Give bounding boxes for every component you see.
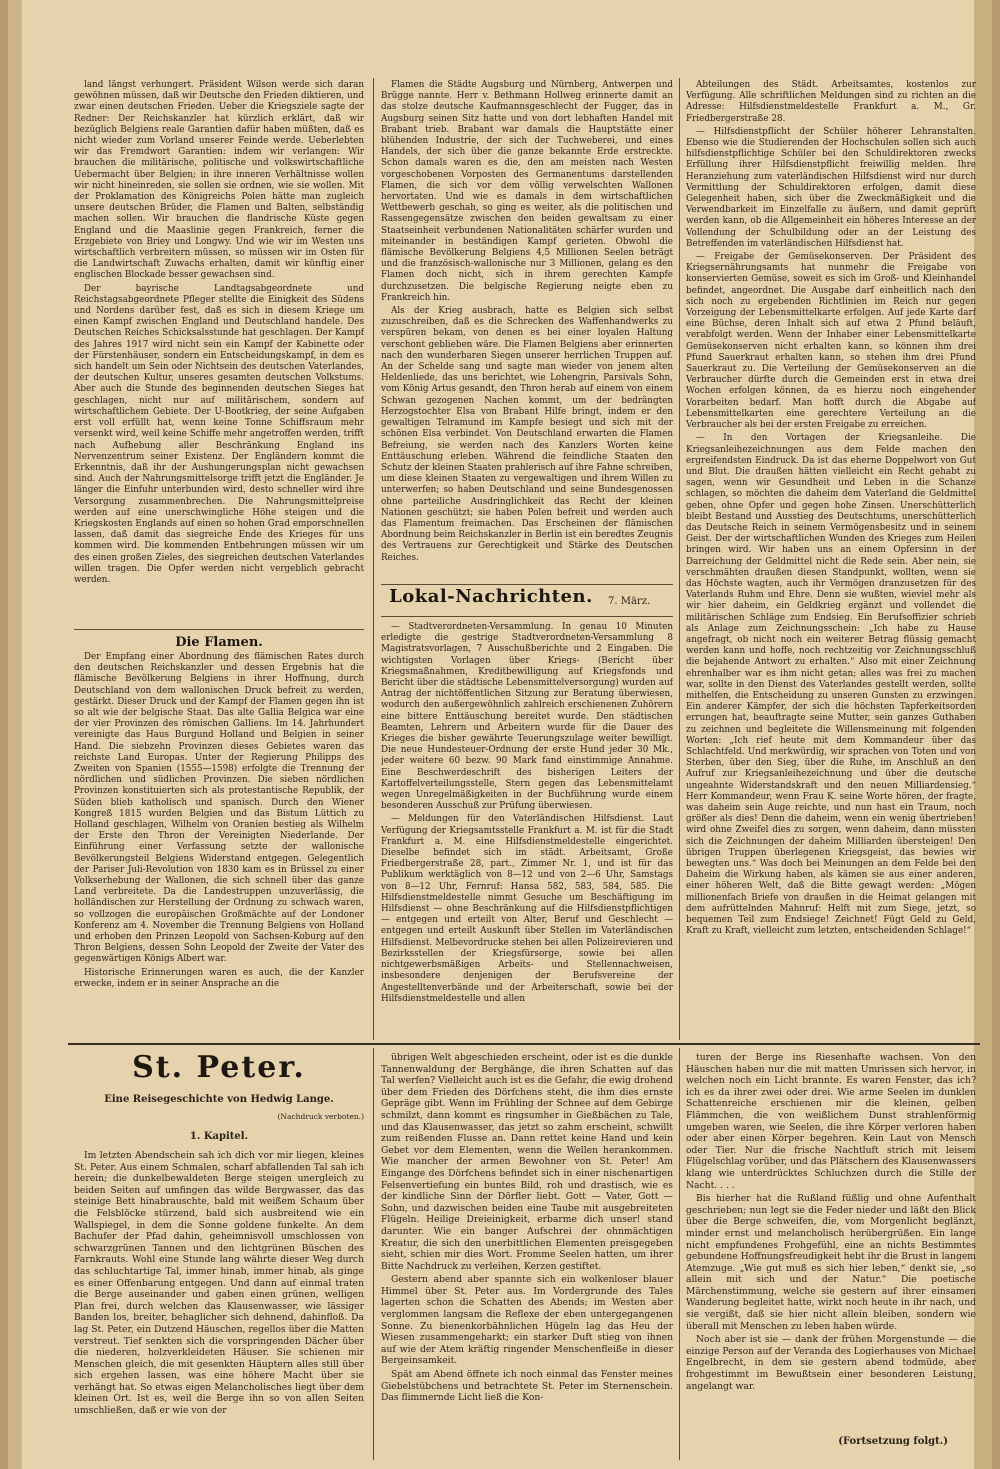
- paragraph: Historische Erinnerungen waren es auch, die der Kanzler erwecke, indem er in seiner Ansprache an die: [74, 967, 364, 989]
- paragraph: Flamen die Städte Augsburg und Nürnberg, Antwerpen und Brügge nannte. Herr v. Bethmann Hollweg erinnerte damit an das stolze deutsche Kaufmannsgeschlecht der Fugger, das in Augsburg seinen Sitz hatte und von dort lebhaften Handel mit Brabant trieb. Brabant war damals die Hauptstätte einer blühenden Industrie, der sich der Tuchweberei, und eines Handels, der sich über die ganze bekannte Erde erstreckte. Schon damals waren es die, den am meisten nach Westen vorgeschobenen Vorposten des Germanentums darstellenden Flamen, die sich vor dem völlig verwelschten Wallonen hervortaten. Und wie es damals in dem wirtschaftlichen Wettbewerb geschah, so ging es weiter, als die politischen und Rassengegensätze zwischen den beiden gewaltsam zu einer Staatseinheit verbundenen Nationalitäten schärfer wurden und miteinander in beständigen Kampf gerieten. Obwohl die flämische Bevölkerung Belgiens 4,5 Millionen Seelen beträgt und die französisch-wallonische nur 3 Millionen, gelang es den Flamen doch nicht, sich in ihrem gerechten Kampfe durchzusetzen. Die belgische Regierung neigte eben zu Frankreich hin.: [381, 80, 673, 303]
- story-column-1: [74, 1150, 364, 1460]
- paragraph: land längst verhungert. Präsident Wilson werde sich daran gewöhnen müssen, daß wir Deutsche den Frieden diktieren, und zwar einen deutschen Frieden. Ueber die Kriegsziele sagte der Redner: Der Reichskanzler hat kürzlich erklärt, daß wir bezüglich Belgiens reale Garantien dafür haben müßten, daß es nicht wieder zum Vorland unserer Feinde werde. Ueberlebten wir das Fremdwort Garantien: indem wir verlangen: Wir brauchen die militärische, politische und volkswirtschaftliche Uebermacht über Belgien; in ihre inneren Verhältnisse wollen wir nicht hineinreden, sie sollen sie ordnen, wie sie wollen. Mit der Proklamation des Königreichs Polen hätte man zugleich unsere deutschen Brüder, die Flamen und Balten, selbständig machen sollen. Wir brauchen die flandrische Küste gegen England und die Maaslinie gegen Frankreich, ferner die Erzgebiete von Briey und Longwy. Und wie wir im Westen uns wirtschaftlich verbreitern müssen, so müssen wir im Osten für die Landwirtschaft Zuwachs erhalten, damit wir künftig einer englischen Blockade besser gewachsen sind.: [74, 80, 364, 281]
- section-date: 7. März.: [608, 596, 651, 607]
- continuation-note: (Fortsetzung folgt.): [838, 1436, 948, 1447]
- section-rule: [381, 616, 673, 617]
- column-rule: [373, 1048, 374, 1460]
- story-column-3: [686, 1052, 976, 1432]
- article-column-2: [381, 80, 673, 582]
- lokal-nachrichten-heading: Lokal-Nachrichten.: [389, 586, 593, 607]
- paragraph: turen der Berge ins Riesenhafte wachsen. Von den Häuschen haben nur die mit matten Umrissen sich hervor, in welchen noch ein Licht brannte. Es waren Fenster, das ich? ich es da ihrer zwei oder drei. Wie arme Seelen im dunklen Schattenreiche erschienen mir die kleinen, gelben Flämmchen, die von weißlichem Dunst strahlenförmig umgeben waren, wie Seelen, die ihre Körper verloren haben oder aber einen Körper begehren. Kein Laut von Mensch oder Tier. Nur die frische Nachtluft strich mit leisem Flügelschlag vorüber, und das Plätschern des Klausenwassers klang wie unterdrücktes Schluchzen durch die Stille der Nacht. . . .: [686, 1052, 976, 1191]
- binding-edge: [8, 0, 22, 1469]
- paragraph: übrigen Welt abgeschieden erscheint, oder ist es die dunkle Tannenwaldung der Berghänge, die ihren Schatten auf das Tal werfen? Vielleicht auch ist es die Gefahr, die ewig drohend über dem Frieden des Dörfchens steht, die ihm dies ernste Gepräge gibt. Wenn im Frühling der Schnee auf dem Gebirge schmilzt, dann kommt es ringsumher in Gießbächen zu Tale, und das Klausenwasser, das jetzt so zahm erscheint, schwillt zum reißenden Flusse an. Dann rettet keine Hand und kein Gebet vor dem Elementen, wenn die Wellen herankommen. Wie mancher der armen Bewohner von St. Peter! Am Eingange des Dörfchens befindet sich in einer nischenartigen Felsenvertiefung ein buntes Bild, roh und drastisch, wie es der kindliche Sinn der Dörfler liebt. Gott — Vater, Gott — Sohn, und dazwischen beiden eine Taube mit ausgebreiteten Flügeln. Heilige Dreieinigkeit, erbarme dich unser! stand darunter. Wie ein banger Aufschrei der ohnmächtigen Kreatur, die sich den unerbittlichen Elementen preisgegeben sieht, schien mir dies Wort. Fromme Seelen hatten, um ihrer Bitte Nachdruck zu verleihen, Kerzen gestiftet.: [381, 1052, 673, 1272]
- feuilleton-divider: [68, 1043, 980, 1045]
- section-rule: [381, 584, 673, 585]
- paragraph: — In den Vortagen der Kriegsanleihe. Die Kriegsanleihezeichnungen aus dem Felde machen den ergreifendsten Eindruck. Da ist das eherne Doppelwort von Gut und Blut. Die draußen hätten vielleicht ein Recht gehabt zu sagen, wenn wir Gesundheit und Leben in die Schanze schlagen, so möchten die daheim dem Vaterland die Geldmittel geben, ohne Opfer und gegen hohe Zinsen. Unerschütterlich bleibt Bestand und Ausstieg des Deutschtums, unerschütterlich das Deutsche Reich in seinem Vermögensbesitz und in seinem Geist. Der der wirtschaftlichen Wunden des Krieges zum Heilen bringen wird. Wir haben uns an einem Opfersinn in der Darreichung der Geldmittel nicht die Rede sein. Aber nein, sie verschmähten draußen diesen Standpunkt, wollten, wenn sie das Höchste wagten, auch ihr Vermögen dranzusetzen für des Vaterlands Ruhm und Ehre. Denn sie wußten, wieviel mehr als wir hier daheim, ein Geldkrieg ergänzt und vollendet die militärischen Schläge zum Endsieg. Ein Berufsoffizier schrieb als Anlage zum Zeichnungsschein: „Ich habe zu Hause angefragt, ob nicht noch ein weiterer Betrag flüssig gemacht werden kann und hoffe, noch rechtzeitig vor Zeichnungsschluß die bejahende Antwort zu erhalten.“ Also mit einer Zeichnung ehrenhalber war es ihm nicht getan; alles was frei zu machen war, sollte in den Dienst des Vaterlandes gestellt werden, sollte mithelfen, die Entscheidung zu unseren Gunsten zu erzwingen. Ein anderer Kämpfer, der sich die höchsten Tapferkeitsorden errungen hat, beauftragte seine Mutter, sein ganzes Guthaben zu zeichnen und begleitete die Willensmeinung mit folgenden Worten: „Ich rief heute mit dem Kommandeur über das Schlachtfeld. Und merkwürdig, wir sprachen von Toten und von Sterben, über den Sieg, über die Ruhe, im Anschluß an den Aufruf zur Kriegsanleihezeichnung und über die deutsche ungeahnte Widerstandskraft und den neuen Milliardensieg.“ Herr Kommandeur, wenn Frau K. seine Worte hören, der fragte, was daheim sein Auge reichte, und nun hast ein Traum, noch größer als dies! Denn die daheim, wenn ein wenig übertrieben! wird ohne Zweifel dies zu sorgen, wenn daheim, dann müssten sich die Zeichnungen der daheim Milliarden übersteigen! Den übrigen Truppen überlegenen Kriegsgeist, das bewies wir bewegten uns.“ Was doch bei Meinungen an dem Felde bei den Daheim die Wirkung haben, als kämen sie aus einer anderen, einer höheren Welt, daß die Bitte gewagt werden: „Mögen millionenfach Briefe von draußen in die Heimat gelangen mit dem aufrüttelnden Mahnruf: Helft mit zum Siege, jetzt, so bequemen Teil zum Endsiege! Zeichnet! Fügt Geld zu Geld, Kraft zu Kraft, vielleicht zum letzten, entscheidenden Schlage!“: [686, 433, 976, 937]
- section-rule: [74, 629, 364, 630]
- paragraph: Abteilungen des Städt. Arbeitsamtes, kostenlos zur Verfügung. Alle schriftlichen Meldungen sind zu richten an die Adresse: Hilfsdienstmeldestelle Frankfurt a. M., Gr. Friedbergerstraße 28.: [686, 80, 976, 124]
- reprint-note: (Nachdruck verboten.): [277, 1112, 364, 1121]
- story-title: St. Peter.: [132, 1050, 306, 1085]
- article-column-1: [74, 80, 364, 628]
- paragraph: Als der Krieg ausbrach, hatte es Belgien sich selbst zuzuschreiben, daß es die Schrecken des Waffenhandwerks zu verspüren bekam, von denen es bei einer loyalen Haltung verschont geblieben wäre. Die Flamen Belgiens aber erinnerten nach den wunderbaren Siegen unserer herrlichen Truppen auf. An der Schelde sang und sagte man wieder von jenem alten Heldenliede, das uns berichtet, wie Lohengrin, Parsivals Sohn, vom König Artus gesandt, den Thron herab auf einem von einem Schwan gezogenen Nachen kommt, um der bedrängten Herzogstochter Elsa von Brabant Hilfe bringt, indem er den gewaltigen Telramund im Kampfe besiegt und sich mit der schönen Elsa verbindet. Von Deutschland erwarten die Flamen Befreiung, sie werden nach des Kanzlers Worten keine Enttäuschung erleben. Während die feindliche Staaten den Schutz der kleinen Staaten prahlerisch auf ihre Fahne schreiben, um diese kleinen Staaten zu vergewaltigen und ihrem Willen zu unterwerfen; so haben Deutschland und seine Bundesgenossen ohne parteiliche Ausdringlichkeit das Recht der kleinen Nationen geschützt; sie haben Polen befreit und werden auch das Flamentum freimachen. Das Erscheinen der flämischen Abordnung beim Reichskanzler in Berlin ist ein beredtes Zeugnis des Vertrauens zur Gerechtigkeit und Stärke des Deutschen Reiches.: [381, 306, 673, 563]
- paragraph: Gestern abend aber spannte sich ein wolkenloser blauer Himmel über St. Peter aus. Im Vordergrunde des Tales lagerten schon die Schatten des Abends; im Westen aber verglommen langsam die Reflexe der eben untergegangenen Sonne. Zu bienenkorbähnlichen Hügeln lag das Heu der Wiesen zusammengeharkt; ein starker Duft stieg von ihnen auf wie der Atem kräftig ringender Menschenfleiße in dieser Bergeinsamkeit.: [381, 1274, 673, 1367]
- flamen-heading: Die Flamen.: [175, 635, 263, 650]
- page-right-edge: [974, 0, 992, 1469]
- chapter-heading: 1. Kapitel.: [189, 1131, 249, 1142]
- article-column-3: [686, 80, 976, 1038]
- paragraph: Spät am Abend öffnete ich noch einmal das Fenster meines Giebelstübchens und betrachtete St. Peter im Sternenschein. Das flimmernde Licht ließ die Kon-: [381, 1369, 673, 1404]
- paragraph: Noch aber ist sie — dank der frühen Morgenstunde — die einzige Person auf der Veranda des Logierhauses von Michael Engelbrecht, in dem sie gestern abend todmüde, aber frohgestimmt im Bewußtsein einer besonderen Leistung, angelangt war.: [686, 1334, 976, 1392]
- column-rule: [373, 78, 374, 1040]
- lokal-nachrichten-article: [381, 622, 673, 1038]
- newspaper-page: [8, 0, 992, 1469]
- flamen-article: [74, 652, 364, 1038]
- paragraph: — Freigabe der Gemüsekonserven. Der Präsident des Kriegsernährungsamts hat nunmehr die Freigabe von konservierten Gemüse, soweit es sich im Groß- und Kleinhandel befindet, angeordnet. Die Ausgabe darf einheitlich nach den sich noch zu ergebenden Richtlinien im Reich nur gegen Vorzeigung der Lebensmittelkarte erfolgen. Auf jede Karte darf eine Büchse, deren Inhalt sich auf etwa 2 Pfund beläuft, verabfolgt werden. Wenn der Inhaber einer Lebensmittelkarte Gemüsekonserven nicht erhalten kann, so können ihm drei Pfund Sauerkraut erhalten kann, so stehen ihm drei Pfund Sauerkraut zu. Die Verteilung der Gemüsekonserven an die Verbraucher dürfte durch die Gemeinden erst in etwa drei Wochen erfolgen können, da es hierzu noch eingehender Vorarbeiten bedarf. Man hofft durch die Abgabe auf Lebensmittelkarten eine gerechtere Verteilung an die Verbraucher als bei der ersten Freigabe zu erreichen.: [686, 252, 976, 431]
- paragraph: Der Empfang einer Abordnung des flämischen Rates durch den deutschen Reichskanzler und dessen Ergebnis hat die flämische Bevölkerung Belgiens in ihrer Hoffnung, durch Deutschland von dem wallonischen Druck befreit zu werden, gestärkt. Dieser Druck und der Kampf der Flamen gegen ihn ist so alt wie der belgische Staat. Das alte Gallia Belgica war eine der vier Provinzen des römischen Galliens. Im 14. Jahrhundert vereinigte das Haus Burgund Holland und Belgien in seiner Hand. Die siebzehn Provinzen dieses Gebietes waren das reichste Land Europas. Unter der Regierung Philipps des Zweiten von Spanien (1555—1598) erfolgte die Trennung der nördlichen und südlichen Provinzen. Die sieben nördlichen Provinzen konstituierten sich als protestantische Republik, der Süden blieb katholisch und spanisch. Durch den Wiener Kongreß 1815 wurden Belgien und das Bistum Lüttich zu Holland geschlagen, Wilhelm von Oranien bestieg als Wilhelm der Erste den Thron der Vereinigten Niederlande. Der Einführung einer Verfassung setzte der wallonische Bevölkerungsteil Belgiens Widerstand entgegen. Gelegentlich der Pariser Juli-Revolution von 1830 kam es in Brüssel zu einer Volkserhebung der Wallonen, die sich schnell über das ganze Land verbreitete. Da die Landestruppen unzuverlässig, die holländischen zur Herstellung der Ordnung zu schwach waren, so vollzogen die europäischen Großmächte auf der Londoner Konferenz am 4. November die Trennung Belgiens von Holland und erhoben den Prinzen Leopold von Sachsen-Koburg auf den Thron Belgiens, dessen Sohn Leopold der Zweite der Vater des gegenwärtigen Königs Albert war.: [74, 652, 364, 965]
- paragraph: — Meldungen für den Vaterländischen Hilfsdienst. Laut Verfügung der Kriegsamtsstelle Frankfurt a. M. ist für die Stadt Frankfurt a. M. eine Hilfsdienstmeldestelle eingerichtet. Dieselbe befindet sich im städt. Arbeitsamt, Große Friedbergerstraße 28, part., Zimmer Nr. 1, und ist für das Publikum werktäglich von 8—12 und von 2—6 Uhr, Samstags von 8—12 Uhr, Fernruf: Hansa 582, 583, 584, 585. Die Hilfsdienstmeldestelle nimmt Gesuche um Beschäftigung im Hilfsdienst — ohne Beschränkung auf die Hilfsdienstpflichtigen — entgegen und erteilt von Alter, Beruf und Geschlecht — entgegen und erteilt Auskunft über Stellen im Vaterländischen Hilfsdienst. Melbevordrucke stehen bei allen Polizeirevieren und Bezirksstellen der Kriegsfürsorge, sowie bei allen nichtgewerbsmäßigen Arbeits- und Stellennachweisen, insbesondere denjenigen der Berufsvereine der Angestelltenverbände und der Arbeiterschaft, sowie bei der Hilfsdienstmeldestelle und allen: [381, 814, 673, 1004]
- story-subtitle: Eine Reisegeschichte von Hedwig Lange.: [104, 1094, 334, 1105]
- paragraph: Der bayrische Landtagsabgeordnete und Reichstagsabgeordnete Pfleger stellte die Einigkeit des Südens und Nordens darüber fest, daß es sich in diesem Kriege um einen Kampf zwischen England und Deutschland handele. Des Deutschen Reiches Schicksalsstunde hat geschlagen. Der Kampf des Jahres 1917 wird nicht sein ein Kampf der Kabinette oder der Fürstenhäuser, sondern ein Entscheidungskampf, in dem es sich handelt um Sein oder Nichtsein des deutschen Vaterlandes, der deutschen Kultur, unseres gesamten deutschen Volkstums. Aber auch die Stunde des beginnenden deutschen Sieges hat geschlagen, nicht nur auf militärischem, sondern auf wirtschaftlichem Gebiete. Der U-Bootkrieg, der seine Aufgaben erst voll erfüllt hat, wenn keine Tonne Schiffsraum mehr versenkt wird, weil keine Schiffe mehr angetroffen werden, trifft nach Aufhebung aller Beschränkung England ins Nervenzentrum seiner Existenz. Der Engländern kommt die Erkenntnis, daß ihr der Aushungerungsplan nicht gewachsen sind. Auch der Nahrungsmittelsorge trifft jetzt die Engländer. Je länger die Einfuhr unterbunden wird, desto schneller wird ihre Versorgung zusammenbrechen. Die Nahrungsmittelpreise werden auf eine unerschwingliche Höhe steigen und die Kriegskosten Englands auf einen so hohen Grad emporschnellen lassen, daß damit das siegreiche Ende des Krieges für uns kommen wird. Die kommenden Entbehrungen müssen wir um des einen großen Zieles, des siegreichen deutschen Vaterlandes willen tragen. Die Opfer werden nicht vergeblich gebracht werden.: [74, 283, 364, 585]
- paragraph: — Hilfsdienstpflicht der Schüler höherer Lehranstalten. Ebenso wie die Studierenden der Hochschulen sollen sich auch hilfsdienstpflichtige Schüler bei den Schuldirektoren zwecks Erfüllung ihrer Hilfsdienstpflicht freiwillig melden. Ihre Heranziehung zum vaterländischen Hilfsdienst wird nur durch Vermittlung der Schuldirektoren erfolgen, damit diese Gelegenheit haben, sich über die Zweckmäßigkeit und die Verwendbarkeit im Einzelfalle zu äußern, und damit geprüft werden kann, ob die Allgemeinheit ein höheres Interesse an der Vollendung der Schulbildung oder an der Leistung des Betreffenden im vaterländischen Hilfsdienst hat.: [686, 126, 976, 249]
- story-column-2: [381, 1052, 673, 1460]
- column-rule: [679, 78, 680, 1040]
- paragraph: Im letzten Abendschein sah ich dich vor mir liegen, kleines St. Peter. Aus einem Schmalen, scharf abfallenden Tal sah ich herein; die dunkelbewaldeten Berge steigen unergleich zu beiden Seiten auf umfingen das wilde Bergwasser, das das steinige Bett hinabrauschte, bald mit weißem Schaum über die Felsblöcke stürzend, bald sich ausbreitend wie ein Wallspiegel, in dem die Sonne goldene funkelte. An dem Bachufer der Pfad dahin, geheimnisvoll umschlossen von schwarzgrünen Tannen und den lichtgrünen Büschen des Farnkrauts. Wohl eine Stunde lang währte dieser Weg durch das schluchtartige Tal, immer hinab, immer hinab, als ginge es einer Offenbarung entgegen. Und dann auf einmal traten die Berge auseinander und gaben einen grünen, welligen Plan frei, durch welchen das Klausenwasser, wie lässiger Banden los, breiter, behaglicher sich dehnend, dahinfloß. Da lag St. Peter, ein Dutzend Häuschen, regellos über die Matten verstreut. Tief senkten sich die vorspringenden Dächer über die niederen, holzverkleideten Häuser. Sie schienen mir Menschen gleich, die mit gesenkten Häuptern alles still über sich ergehen lassen, was eine höhere Macht über sie verhängt hat. So etwas eigen Melancholisches liegt über dem kleinen Ort. Ist es, weil die Berge ihn so von allen Seiten umschließen, daß er wie von der: [74, 1150, 364, 1417]
- column-rule: [679, 1048, 680, 1460]
- paragraph: Bis hierher hat die Rußland füßlig und ohne Aufenthalt geschrieben; nun legt sie die Feder nieder und läßt den Blick über die Berge schweifen, die, vom Morgenlicht beglänzt, minder ernst und melancholisch herübergrüßen. Ein lange nicht empfundenes Frohgefühl, eine an nichts Bestimmtes gebundene Hoffnungsfreudigkeit hebt ihr die Brust in langem Atemzuge. „Wie gut muß es sich hier leben,“ denkt sie, „so allein mit sich und der Natur.“ Die poetische Märchenstimmung, welche sie gestern auf ihrer einsamen Wanderung begleitet hatte, wirkt noch heute in ihr nach, und sie vergißt, daß sie hier nicht allein bleiben, sondern wie überall mit Menschen zu leben haben würde.: [686, 1193, 976, 1332]
- paragraph: — Stadtverordneten-Versammlung. In genau 10 Minuten erledigte die gestrige Stadtverordneten-Versammlung 8 Magistratsvorlagen, 7 Ausschußberichte und 2 Eingaben. Die wichtigsten Vorlagen über Kriegs- (Bericht über Kriegsmaßnahmen, Kreditbewilligung auf Kriegsfonds und Bericht über die städtische Lebensmittelversorgung) wurden auf Antrag der nichtöffentlichen Sitzung zur Beratung überwiesen, wodurch den außergewöhnlich zahlreich erschienenen Zuhörern eine bittere Enttäuschung bereitet wurde. Den städtischen Beamten, Lehrern und Arbeitern wurde für die Dauer des Krieges die bisher gewährte Teuerungszulage weiter bewilligt. Die neue Hundesteuer-Ordnung der erste Hund jeder 30 Mk., jeder weitere 60 bezw. 90 Mark fand einstimmige Annahme. Eine Beschwerdeschrift des bisherigen Leiters der Kartoffelverteilungsstelle, Stern gegen das Lebensmittelamt wegen Unregelmäßigkeiten in der Buchführung wurde einem besonderen Ausschuß zur Prüfung überwiesen.: [381, 622, 673, 812]
